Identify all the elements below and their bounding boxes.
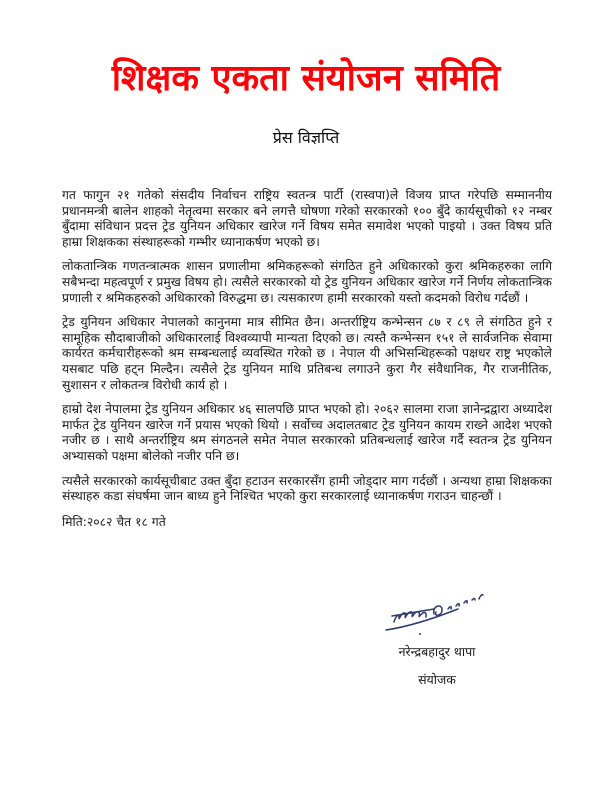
paragraph: लोकतान्त्रिक गणतन्त्रात्मक शासन प्रणालीमा श्रमिकहरूको संगठित हुने अधिकारको कुरा श्रमिकहरुका लागि सबैभन्दा महत्वपूर्ण र प्रमुख विषय हो। त्यसैले सरकारको यो ट्रेड युनियन अधिकार खारेज गर्ने निर्णय लोकतान्त्रिक प्रणाली र श्रमिकहरुको अधिकारको विरुद्धमा छ। त्यसकारण हामी सरकारको यस्तो कदमको विरोध गर्दछौं ।: [62, 259, 552, 305]
paragraph: हाम्रो देश नेपालमा ट्रेड युनियन अधिकार ४६ सालपछि प्राप्त भएको हो। २०६२ सालमा राजा ज्ञानेन्द्रद्वारा अध्यादेश मार्फत ट्रेड युनियन खारेज गर्ने प्रयास भएको थियो । सर्वोच्च अदालतबाट ट्रेड युनियन कायम राख्ने आदेश भएको नजीर छ । साथै अन्तर्राष्ट्रिय श्रम संगठनले समेत नेपाल सरकारको प्रतिबन्धलाई खारेज गर्दै स्वतन्त्र ट्रेड युनियन अभ्यासको पक्षमा बोलेको नजीर पनि छ।: [62, 402, 552, 463]
page-title: शिक्षक एकता संयोजन समिति: [111, 58, 501, 99]
signatory-name: नरेन्द्रबहादुर थापा: [398, 644, 476, 659]
paragraph: ट्रेड युनियन अधिकार नेपालको कानुनमा मात्र सीमित छैन। अन्तर्राष्ट्रिय कन्भेन्सन ८७ र ८९ ले संगठित हुने र सामूहिक सौदाबाजीको अधिकारलाई विश्वव्यापी मान्यता दिएको छ। त्यस्तै कन्भेन्सन १५१ ले सार्वजनिक सेवामा कार्यरत कर्मचारीहरूको श्रम सम्बन्धलाई व्यवस्थित गरेको छ । नेपाल यी अभिसन्धिहरूको पक्षधर राष्ट्र भएकोले यसबाट पछि हट्न मिल्दैन। त्यसैले ट्रेड युनियन माथि प्रतिबन्ध लगाउने कुरा गैर संवैधानिक, गैर राजनीतिक, सुशासन र लोकतन्त्र विरोधी कार्य हो ।: [62, 315, 552, 392]
signature-block: [358, 592, 516, 688]
subtitle: प्रेस विज्ञप्ति: [272, 128, 340, 147]
date-line: मिति:२०८२ चैत १८ गते: [62, 514, 166, 529]
paragraph: गत फागुन २१ गतेको संसदीय निर्वाचन राष्ट्रिय स्वतन्त्र पार्टी (रास्वपा)ले विजय प्राप्त गरेपछि सम्माननीय प्रधानमन्त्री बालेन शाहको नेतृत्वमा सरकार बने लगत्तै घोषणा गरेको सरकारको १०० बुँदे कार्यसूचीको १२ नम्बर बुँदामा संविधान प्रदत्त ट्रेड युनियन अधिकार खारेज गर्ने विषय समेत समावेश भएको पाइयो । उक्त विषय प्रति हाम्रा शिक्षकका संस्थाहरूको गम्भीर ध्यानाकर्षण भएको छ।: [62, 188, 552, 249]
signature-image: [378, 592, 496, 636]
signatory-role: संयोजक: [418, 672, 456, 687]
paragraph: त्यसैले सरकारको कार्यसूचीबाट उक्त बुँदा हटाउन सरकारसँग हामी जोड्दार माग गर्दछौं । अन्यथा हाम्रा शिक्षकका संस्थाहरु कडा संघर्षमा जान बाध्य हुने निश्चित भएको कुरा सरकारलाई ध्यानाकर्षण गराउन चाहन्छौं ।: [62, 473, 552, 504]
document-body: [62, 188, 552, 539]
